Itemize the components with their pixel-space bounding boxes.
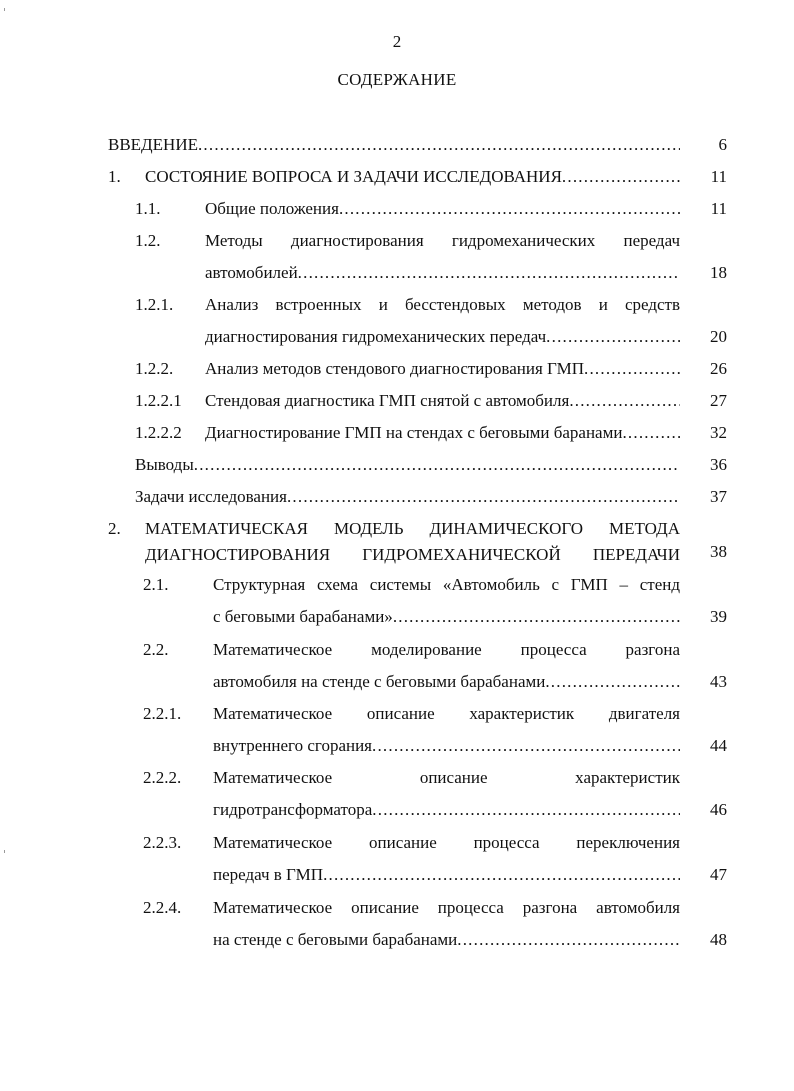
toc-entry-page: 44: [710, 736, 727, 755]
toc-entry-title-line: ДИАГНОСТИРОВАНИЯ ГИДРОМЕХАНИЧЕСКОЙ ПЕРЕДАЧИ: [145, 545, 680, 564]
toc-entry-number: 2.2.1.: [143, 704, 182, 723]
dot-leader: [393, 607, 680, 627]
toc-entry-page: 11: [710, 167, 727, 186]
toc-entry-title-text: внутреннего сгорания: [213, 736, 373, 755]
dot-leader: [562, 167, 680, 187]
toc-entry-title-line: [205, 263, 680, 283]
toc-entry-title-text: диагностирования гидромеханических передач: [205, 327, 547, 346]
page-number: 2: [392, 32, 402, 51]
toc-entry-title-line: Математическое описание процесса переключения: [213, 833, 680, 852]
toc-entry-page: 11: [710, 199, 727, 218]
toc-entry-title-line: Математическое моделирование процесса разгона: [213, 640, 680, 659]
toc-entry-title-text: на стенде с беговыми барабанами: [213, 930, 458, 949]
dot-leader: [339, 199, 680, 219]
toc-entry-title-text: передач в ГМП: [213, 865, 324, 884]
toc-entry-title-line: [213, 930, 680, 950]
toc-entry-number: 1.2.1.: [135, 295, 174, 314]
toc-entry-title-line: [108, 135, 680, 155]
dot-leader: [545, 672, 680, 692]
toc-entry-title-line: Анализ встроенных и бесстендовых методов и средств: [205, 295, 680, 314]
toc-entry-title-line: [205, 391, 680, 411]
dot-leader: [198, 135, 680, 155]
toc-entry-title-text: Выводы: [135, 455, 194, 474]
toc-entry-title-text: Общие положения: [205, 199, 339, 218]
toc-entry-number: 1.2.2.2: [135, 423, 182, 442]
toc-entry-title-line: [135, 455, 680, 475]
dot-leader: [323, 865, 680, 885]
toc-entry-title-text: Анализ методов стендового диагностирования ГМП: [205, 359, 585, 378]
toc-entry-title-text: Диагностирование ГМП на стендах с беговыми баранами: [205, 423, 623, 442]
toc-entry-title-line: [213, 672, 680, 692]
dot-leader: [584, 359, 680, 379]
toc-entry-page: 27: [710, 391, 727, 410]
dot-leader: [622, 423, 680, 443]
toc-entry-title-text: гидротрансформатора: [213, 800, 373, 819]
toc-entry-page: 37: [710, 487, 727, 506]
dot-leader: [546, 327, 680, 347]
toc-entry-page: 43: [710, 672, 727, 691]
dot-leader: [457, 930, 680, 950]
toc-entry-page: 6: [718, 135, 727, 154]
toc-entry-title-line: [205, 359, 680, 379]
toc-entry-page: 20: [710, 327, 727, 346]
toc-entry-number: 2.2.: [143, 640, 169, 659]
toc-entry-number: 1.2.2.1: [135, 391, 182, 410]
toc-entry-page: 39: [710, 607, 727, 626]
toc-entry-title-text: Задачи исследования: [135, 487, 287, 506]
toc-entry-number: 1.: [108, 167, 121, 186]
toc-entry-title-text: с беговыми барабанами»: [213, 607, 393, 626]
toc-entry-number: 2.1.: [143, 575, 169, 594]
toc-entry-title-line: Методы диагностирования гидромеханических передач: [205, 231, 680, 250]
toc-entry-title-line: Математическое описание характеристик: [213, 768, 680, 787]
scan-mark: [4, 850, 5, 853]
toc-entry-title-line: Математическое описание процесса разгона автомобиля: [213, 898, 680, 917]
toc-entry-page: 18: [710, 263, 727, 282]
toc-entry-title-line: МАТЕМАТИЧЕСКАЯ МОДЕЛЬ ДИНАМИЧЕСКОГО МЕТОДА: [145, 519, 680, 538]
toc-entry-title-text: Стендовая диагностика ГМП снятой с автомобиля: [205, 391, 570, 410]
toc-entry-page: 36: [710, 455, 727, 474]
toc-entry-title-text: СОСТОЯНИЕ ВОПРОСА И ЗАДАЧИ ИССЛЕДОВАНИЯ: [145, 167, 562, 186]
dot-leader: [372, 736, 680, 756]
toc-entry-page: 38: [710, 542, 727, 561]
scan-mark: [4, 8, 5, 11]
toc-entry-title-line: [213, 736, 680, 756]
toc-entry-title-line: [213, 607, 680, 627]
toc-entry-page: 47: [710, 865, 727, 884]
toc-entry-title-line: [145, 167, 680, 187]
toc-entry-number: 1.2.2.: [135, 359, 174, 378]
toc-entry-title-line: Структурная схема системы «Автомобиль с ГМП – стенд: [213, 575, 680, 594]
toc-entry-number: 1.2.: [135, 231, 161, 250]
toc-entry-title-text: автомобилей: [205, 263, 298, 282]
toc-title: СОДЕРЖАНИЕ: [337, 70, 457, 89]
toc-entry-page: 32: [710, 423, 727, 442]
toc-entry-title-line: [205, 423, 680, 443]
dot-leader: [287, 487, 680, 507]
dot-leader: [194, 455, 680, 475]
dot-leader: [372, 800, 680, 820]
toc-entry-title-text: автомобиля на стенде с беговыми барабанами: [213, 672, 546, 691]
toc-entry-number: 1.1.: [135, 199, 161, 218]
dot-leader: [569, 391, 680, 411]
toc-entry-number: 2.2.2.: [143, 768, 182, 787]
toc-entry-title-line: [205, 199, 680, 219]
toc-entry-title-line: Математическое описание характеристик двигателя: [213, 704, 680, 723]
toc-entry-title-line: [213, 800, 680, 820]
toc-entry-title-text: ВВЕДЕНИЕ: [108, 135, 198, 154]
toc-entry-number: 2.2.3.: [143, 833, 182, 852]
toc-entry-title-line: [213, 865, 680, 885]
toc-entry-page: 26: [710, 359, 727, 378]
toc-entry-title-line: [205, 327, 680, 347]
dot-leader: [298, 263, 680, 283]
toc-entry-number: 2.: [108, 519, 121, 538]
toc-entry-title-line: [135, 487, 680, 507]
toc-entry-number: 2.2.4.: [143, 898, 182, 917]
toc-entry-page: 48: [710, 930, 727, 949]
toc-entry-page: 46: [710, 800, 727, 819]
